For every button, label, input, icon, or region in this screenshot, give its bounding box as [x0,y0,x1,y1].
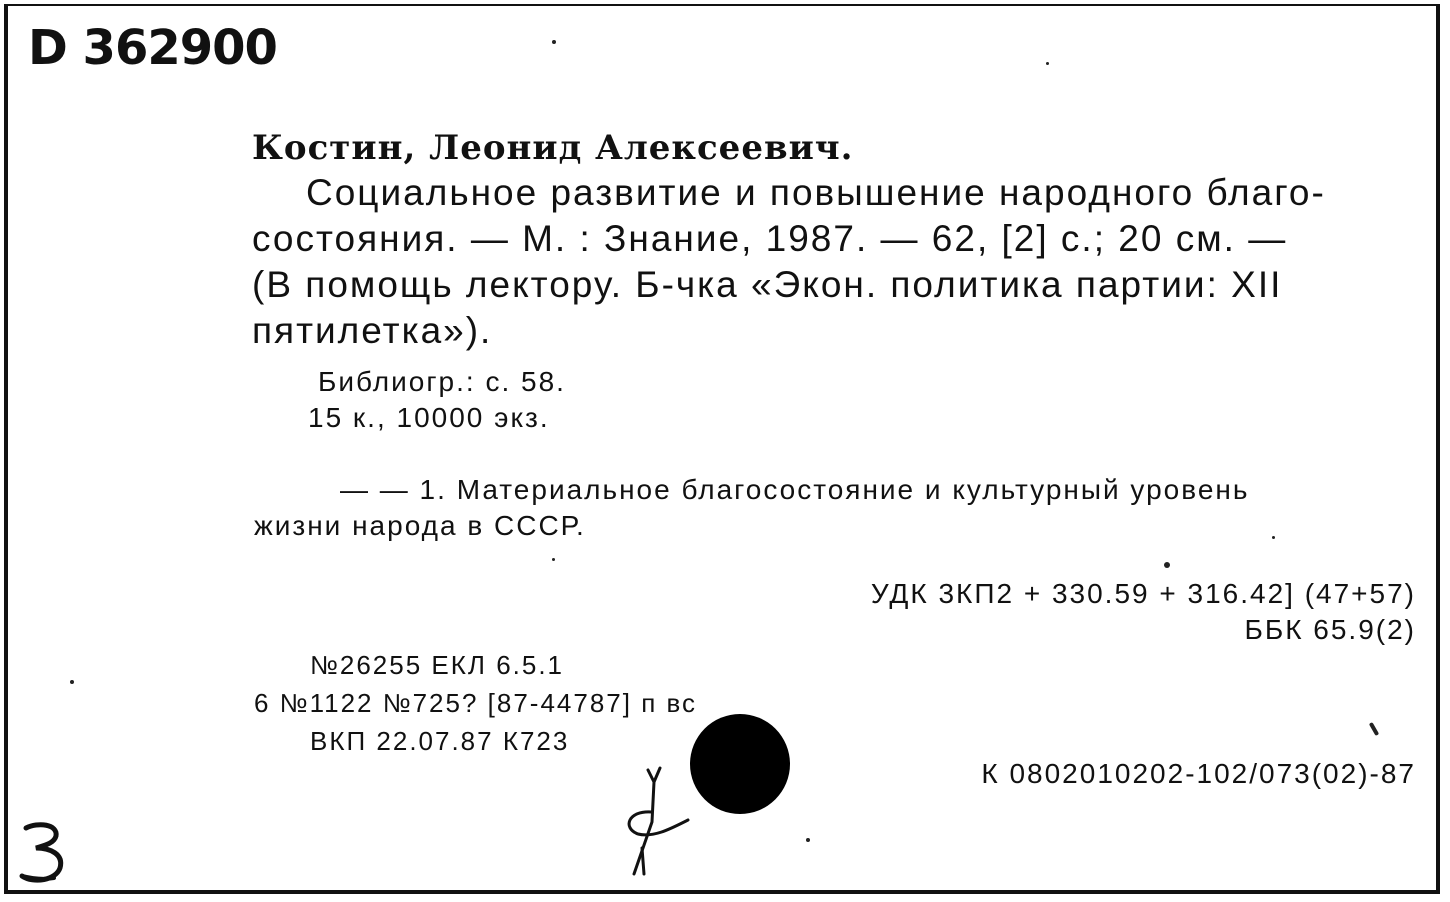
bbk-classification: ББК 65.9(2) [1244,614,1416,645]
subject-entry: — — 1. Материальное благосостояние и культурный уровень [340,474,1250,505]
speck [1272,536,1275,539]
speck [1164,562,1170,568]
handwritten-number [14,818,74,888]
author-heading: Костин, Леонид Алексеевич. [252,128,854,168]
udk-classification: УДК 3КП2 + 330.59 + 316.42] (47+57) [870,578,1416,609]
price-print-run-note: 15 к., 10000 экз. [308,402,550,433]
title-line: Социальное развитие и повышение народного благо- [306,172,1326,213]
title-line: (В помощь лектору. Б-чка «Экон. политика партии: XII [252,264,1283,305]
subject-entry: жизни народа в СССР. [254,510,586,541]
speck [806,838,810,842]
speck [552,40,556,44]
k-code: К 0802010202-102/073(02)-87 [981,758,1416,789]
service-line: 6 №1122 №725? [87-44787] п вс [254,688,698,718]
speck [1046,62,1049,65]
speck [552,558,555,561]
speck [70,680,74,684]
bibliography-note: Библиогр.: с. 58. [318,366,566,397]
title-line: состояния. — М. : Знание, 1987. — 62, [2] с.; 20 см. — [252,218,1288,259]
handwritten-signature [608,762,698,882]
service-line: №26255 ЕКЛ 6.5.1 [310,650,565,680]
punch-hole [690,714,790,814]
title-line: пятилетка»). [252,310,493,351]
service-line: ВКП 22.07.87 К723 [310,726,570,756]
accession-number: D 362900 [28,20,277,76]
